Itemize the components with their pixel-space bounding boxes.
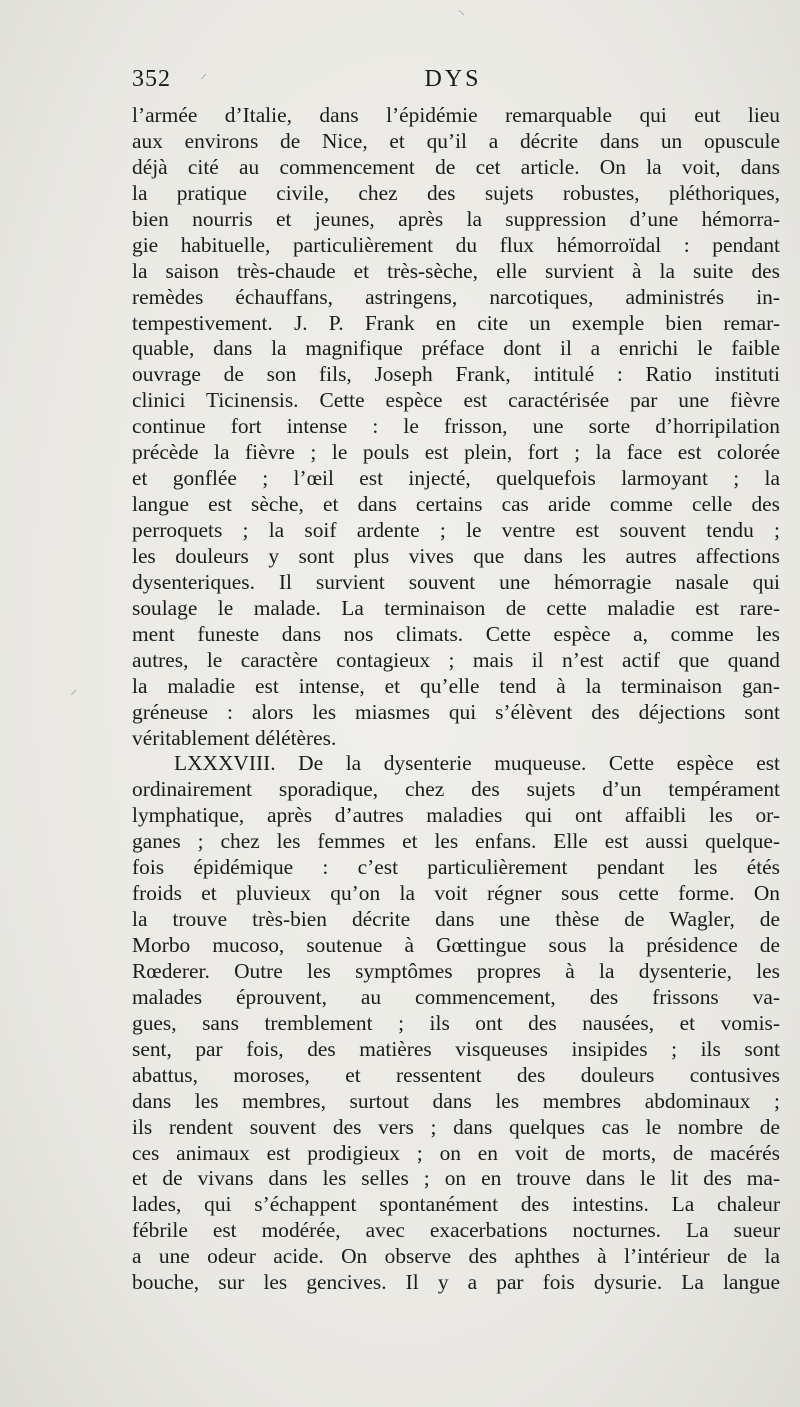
text-line: bouche, sur les gencives. Il y a par fois dysurie. La langue [132,1270,780,1295]
text-line: autres, le caractère contagieux ; mais il n’est actif que quand [132,647,780,672]
text-line: langue est sèche, et dans certains cas aride comme celle des [132,492,780,517]
text-line: la pratique civile, chez des sujets robustes, pléthoriques, [132,180,780,205]
text-line: ganes ; chez les femmes et les enfans. Elle est aussi quelque- [132,829,780,854]
text-line: gie habituelle, particulièrement du flux hémorroïdal : pendant [132,232,780,257]
text-line: ordinairement sporadique, chez des sujets d’un tempérament [132,777,780,802]
text-line: froids et pluvieux qu’on la voit régner sous cette forme. On [132,881,780,906]
text-line: bien nourris et jeunes, après la suppression d’une hémorra- [132,206,780,231]
text-line: ces animaux est prodigieux ; on en voit de morts, de macérés [132,1140,780,1165]
text-line: perroquets ; la soif ardente ; le ventre est souvent tendu ; [132,518,780,542]
paper-mark: ⸍ [200,72,207,88]
paper-mark: ⸌ [458,8,465,24]
body-text [132,103,780,1296]
text-line: malades éprouvent, au commencement, des frissons va- [132,984,780,1009]
text-line: a une odeur acide. On observe des aphthes à l’intérieur de la [132,1244,780,1269]
text-line: dans les membres, surtout dans les membres abdominaux ; [132,1088,780,1113]
section-heading-line: LXXXVIII. De la dysenterie muqueuse. Cette espèce est [174,751,780,776]
text-line: sent, par fois, des matières visqueuses insipides ; ils sont [132,1036,780,1061]
text-line: aux environs de Nice, et qu’il a décrite dans un opuscule [132,128,780,153]
text-line: déjà cité au commencement de cet article. On la voit, dans [132,154,780,179]
text-line: remèdes échauffans, astringens, narcotiques, administrés in- [132,284,780,309]
text-line: soulage le malade. La terminaison de cette maladie est rare- [132,595,780,620]
text-line: l’armée d’Italie, dans l’épidémie remarquable qui eut lieu [132,103,780,127]
text-line: gréneuse : alors les miasmes qui s’élèvent des déjections sont [132,699,780,724]
text-line: tempestivement. J. P. Frank en cite un exemple bien remar- [132,310,780,335]
text-line: précède la fièvre ; le pouls est plein, fort ; la face est colorée [132,440,780,465]
text-line: abattus, moroses, et ressentent des douleurs contusives [132,1062,780,1087]
paper-mark: ⸝ [70,682,77,698]
page-number: 352 [132,66,171,92]
text-line: et gonflée ; l’œil est injecté, quelquefois larmoyant ; la [132,466,780,491]
text-line: gues, sans tremblement ; ils ont des nausées, et vomis- [132,1010,780,1035]
text-line: fébrile est modérée, avec exacerbations nocturnes. La sueur [132,1218,780,1243]
text-line: ils rendent souvent des vers ; dans quelques cas le nombre de [132,1114,780,1139]
text-line: la saison très-chaude et très-sèche, elle survient à la suite des [132,258,780,283]
text-line: la maladie est intense, et qu’elle tend à la terminaison gan- [132,673,780,698]
page-header [128,66,778,96]
text-line: Morbo mucoso, soutenue à Gœttingue sous la présidence de [132,933,780,957]
text-line: continue fort intense : le frisson, une sorte d’horripilation [132,414,780,439]
text-line: dysenteriques. Il survient souvent une hémorragie nasale qui [132,569,780,594]
text-line: ment funeste dans nos climats. Cette espèce a, comme les [132,621,780,646]
text-line: la trouve très-bien décrite dans une thèse de Wagler, de [132,907,780,932]
text-line: quable, dans la magnifique préface dont il a enrichi le faible [132,336,780,361]
text-line: clinici Ticinensis. Cette espèce est caractérisée par une fièvre [132,388,780,413]
text-line: et de vivans dans les selles ; on en trouve dans le lit des ma- [132,1166,780,1191]
text-line: lades, qui s’échappent spontanément des intestins. La chaleur [132,1192,780,1217]
text-line: les douleurs y sont plus vives que dans les autres affections [132,543,780,568]
text-line: ouvrage de son fils, Joseph Frank, intitulé : Ratio instituti [132,362,780,387]
text-line: lymphatique, après d’autres maladies qui ont affaibli les or- [132,803,780,828]
running-head: DYS [424,66,482,92]
text-line: Rœderer. Outre les symptômes propres à la dysenterie, les [132,958,780,983]
text-line: véritablement délétères. [132,725,337,750]
text-line: fois épidémique : c’est particulièrement pendant les étés [132,855,780,880]
